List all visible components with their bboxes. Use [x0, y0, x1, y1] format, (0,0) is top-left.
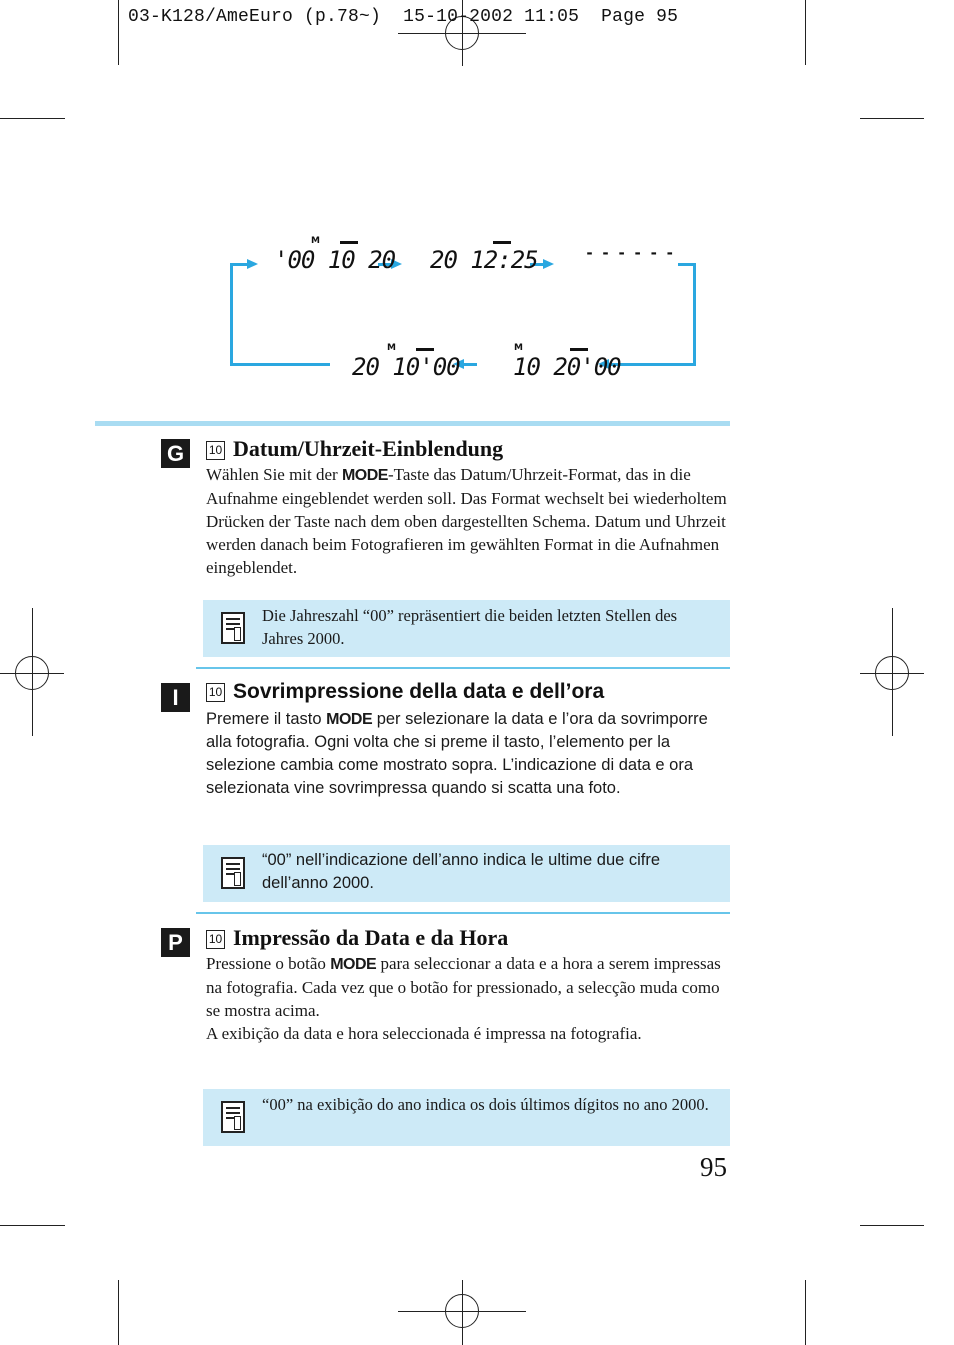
- section-title-german: 10 Datum/Uhrzeit-Einblendung: [206, 436, 503, 462]
- registration-circle: [445, 1294, 479, 1328]
- print-slug: 03-K128/AmeEuro (p.78~) 15-10-2002 11:05 Page 95: [128, 7, 679, 27]
- display-format-1: '00 10 20: [274, 246, 396, 274]
- note-text: “00” nell’indicazione dell’anno indica le ultime due cifre dell’anno 2000.: [262, 851, 661, 892]
- crop-mark: [805, 0, 806, 65]
- flow-line: [608, 363, 696, 366]
- crop-mark: [860, 118, 924, 119]
- indicator-bar: [493, 241, 511, 244]
- indicator-bar: [416, 348, 434, 351]
- note-text: “00” na exibição do ano indica os dois últimos dígitos no ano 2000.: [262, 1095, 709, 1114]
- display-format-4: 20 10'00: [352, 353, 460, 381]
- flow-line: [230, 263, 233, 366]
- language-badge-german: G: [161, 439, 190, 468]
- arrow-right-icon: [543, 259, 554, 269]
- number-10-icon: 10: [206, 930, 225, 949]
- arrow-right-icon: [247, 259, 258, 269]
- body-text-italian: Premere il tasto MODE per selezionare la data e l’ora da sovrimporre alla fotografia. Ogni volta che si preme il tasto, l’elemento per la selezione cambia come mostrato sopra. L’indicazione di data e ora selezionata vine sovrimpressa quando si scatta una foto.: [206, 710, 708, 797]
- page-number: 95: [700, 1152, 727, 1182]
- registration-circle: [875, 656, 909, 690]
- month-indicator: M: [387, 343, 396, 353]
- note-box-german: [203, 600, 730, 657]
- crop-mark: [118, 0, 119, 65]
- crop-mark: [118, 1280, 119, 1345]
- section-divider: [196, 667, 730, 669]
- mode-button-label: MODE: [341, 467, 388, 484]
- indicator-bar: [340, 241, 358, 244]
- body-text-german: Wählen Sie mit der MODE-Taste das Datum/Uhrzeit-Format, das in die Aufnahme eingeblendet werden soll. Das Format wechselt bei wiederholtem Drücken der Taste nach dem oben dargestellten Schema. Datum und Uhrzeit werden danach beim Fotografieren im gewählten Format in die Aufnahmen eingeblendet.: [206, 465, 727, 577]
- display-format-5: 10 20'00: [513, 353, 621, 381]
- section-title-italian: 10 Sovrimpressione della data e dell’ora: [206, 680, 604, 704]
- display-format-2: 20 12:25: [430, 246, 538, 274]
- language-badge-italian: I: [161, 683, 190, 712]
- body-text-portuguese: Pressione o botão MODE para seleccionar a data e a hora a serem impressas na fotografia. Cada vez que o botão for pressionado, a selecção muda como se mostra acima. A exibição da data e hora seleccionada é impressa na fotografia.: [206, 954, 721, 1043]
- note-box-italian: [203, 845, 730, 902]
- display-format-off: - - - - - -: [585, 244, 674, 262]
- flow-line: [693, 263, 696, 366]
- month-indicator: M: [311, 236, 320, 246]
- memo-icon: [221, 1101, 245, 1133]
- mode-button-label: MODE: [330, 956, 377, 973]
- section-title-portuguese: 10 Impressão da Data e da Hora: [206, 925, 508, 951]
- memo-icon: [221, 612, 245, 644]
- number-10-icon: 10: [206, 441, 225, 460]
- flow-line: [463, 363, 477, 366]
- registration-circle: [15, 656, 49, 690]
- memo-icon: [221, 857, 245, 889]
- flow-line: [230, 263, 248, 266]
- crop-mark: [860, 1225, 924, 1226]
- section-divider: [196, 912, 730, 914]
- mode-button-label: MODE: [326, 711, 373, 728]
- month-indicator: M: [514, 343, 523, 353]
- language-badge-portuguese: P: [161, 928, 190, 957]
- indicator-bar: [570, 348, 588, 351]
- flow-line: [230, 363, 330, 366]
- number-10-icon: 10: [206, 683, 225, 702]
- crop-mark: [805, 1280, 806, 1345]
- crop-mark: [0, 118, 65, 119]
- note-box-portuguese: [203, 1089, 730, 1146]
- note-text: Die Jahreszahl “00” repräsentiert die beiden letzten Stellen des Jahres 2000.: [262, 606, 678, 648]
- section-rule: [95, 421, 730, 426]
- crop-mark: [0, 1225, 65, 1226]
